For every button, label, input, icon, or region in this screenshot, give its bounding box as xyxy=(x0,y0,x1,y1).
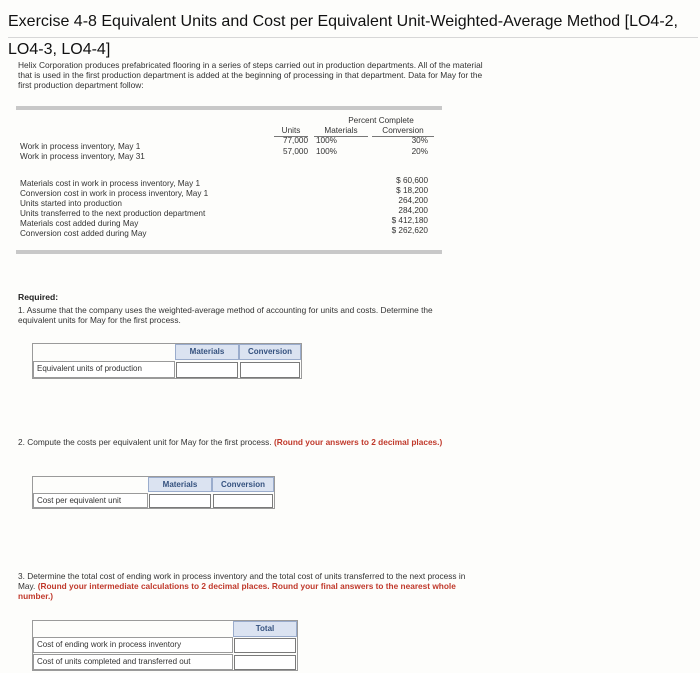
required-heading: Required: xyxy=(18,292,59,302)
cost-row-label: Materials cost in work in process inventory, May 1 xyxy=(20,179,201,188)
table-row-label: Work in process inventory, May 31 xyxy=(20,152,145,161)
cost-row-label: Conversion cost in work in process inventory, May 1 xyxy=(20,189,209,198)
table-bottom-rule xyxy=(16,250,442,254)
q3-total-header: Total xyxy=(233,621,297,637)
q2-row-label: Cost per equivalent unit xyxy=(33,493,148,508)
cost-per-unit-conversion-input[interactable] xyxy=(213,494,273,508)
intro-paragraph: Helix Corporation produces prefabricated flooring in a series of steps carried out in production departments. All of the material that is used in the first production department is added at the beginning of processing in that department. Data for May for the first production department follow: xyxy=(18,60,483,90)
table-top-rule xyxy=(16,106,442,110)
question-3-text xyxy=(18,571,480,601)
cost-row-value: $ 262,620 xyxy=(391,226,428,235)
conversion-header: Conversion xyxy=(372,126,434,137)
q3-row-label-ending-wip: Cost of ending work in process inventory xyxy=(33,637,233,653)
q2-conversion-header: Conversion xyxy=(212,477,274,492)
table-row-materials: 100% xyxy=(316,147,337,156)
table-row-units: 57,000 xyxy=(282,147,308,156)
cost-row-label: Units started into production xyxy=(20,199,122,208)
table-row-materials: 100% xyxy=(316,136,337,145)
cost-row-value: $ 18,200 xyxy=(396,186,428,195)
q1-materials-header: Materials xyxy=(175,344,239,360)
equivalent-units-materials-input[interactable] xyxy=(176,362,238,378)
q2-materials-header: Materials xyxy=(148,477,212,492)
question-2-body: 2. Compute the costs per equivalent unit for May for the first process. xyxy=(18,437,272,447)
question-1-text: 1. Assume that the company uses the weighted-average method of accounting for units and costs. Determine the equivalent units for May for the first process. xyxy=(18,305,433,325)
cost-row-value: 284,200 xyxy=(398,206,428,215)
cost-row-value: $ 412,180 xyxy=(391,216,428,225)
transferred-cost-input[interactable] xyxy=(234,655,296,670)
units-header: Units xyxy=(274,126,308,137)
equivalent-units-conversion-input[interactable] xyxy=(240,362,300,378)
q1-row-label: Equivalent units of production xyxy=(33,361,175,378)
question-3-note: (Round your intermediate calculations to 2 decimal places. Round your final answers to the nearest whole number.) xyxy=(18,581,456,601)
table-row-label: Work in process inventory, May 1 xyxy=(20,142,141,151)
question-3-body: 3. Determine the total cost of ending work in process inventory and the total cost of units transferred to the next process in May. xyxy=(18,571,466,591)
question-2-text xyxy=(18,437,478,447)
exercise-title: Exercise 4-8 Equivalent Units and Cost per Equivalent Unit-Weighted-Average Method [LO4-2, LO4-3, LO4-4] xyxy=(8,8,698,38)
q1-conversion-header: Conversion xyxy=(239,344,301,360)
materials-header: Materials xyxy=(314,126,368,137)
q3-row-label-transferred: Cost of units completed and transferred out xyxy=(33,654,233,670)
cost-row-value: 264,200 xyxy=(398,196,428,205)
cost-row-label: Conversion cost added during May xyxy=(20,229,147,238)
table-row-conversion: 20% xyxy=(411,147,428,156)
question-2-note: (Round your answers to 2 decimal places.) xyxy=(273,437,443,447)
ending-wip-cost-input[interactable] xyxy=(234,638,296,653)
cost-row-label: Units transferred to the next production department xyxy=(20,209,206,218)
data-table xyxy=(16,106,442,254)
cost-row-value: $ 60,600 xyxy=(396,176,428,185)
table-row-conversion: 30% xyxy=(411,136,428,145)
cost-per-unit-materials-input[interactable] xyxy=(149,494,211,508)
percent-complete-header: Percent Complete xyxy=(348,116,414,125)
table-row-units: 77,000 xyxy=(282,136,308,145)
cost-row-label: Materials cost added during May xyxy=(20,219,139,228)
